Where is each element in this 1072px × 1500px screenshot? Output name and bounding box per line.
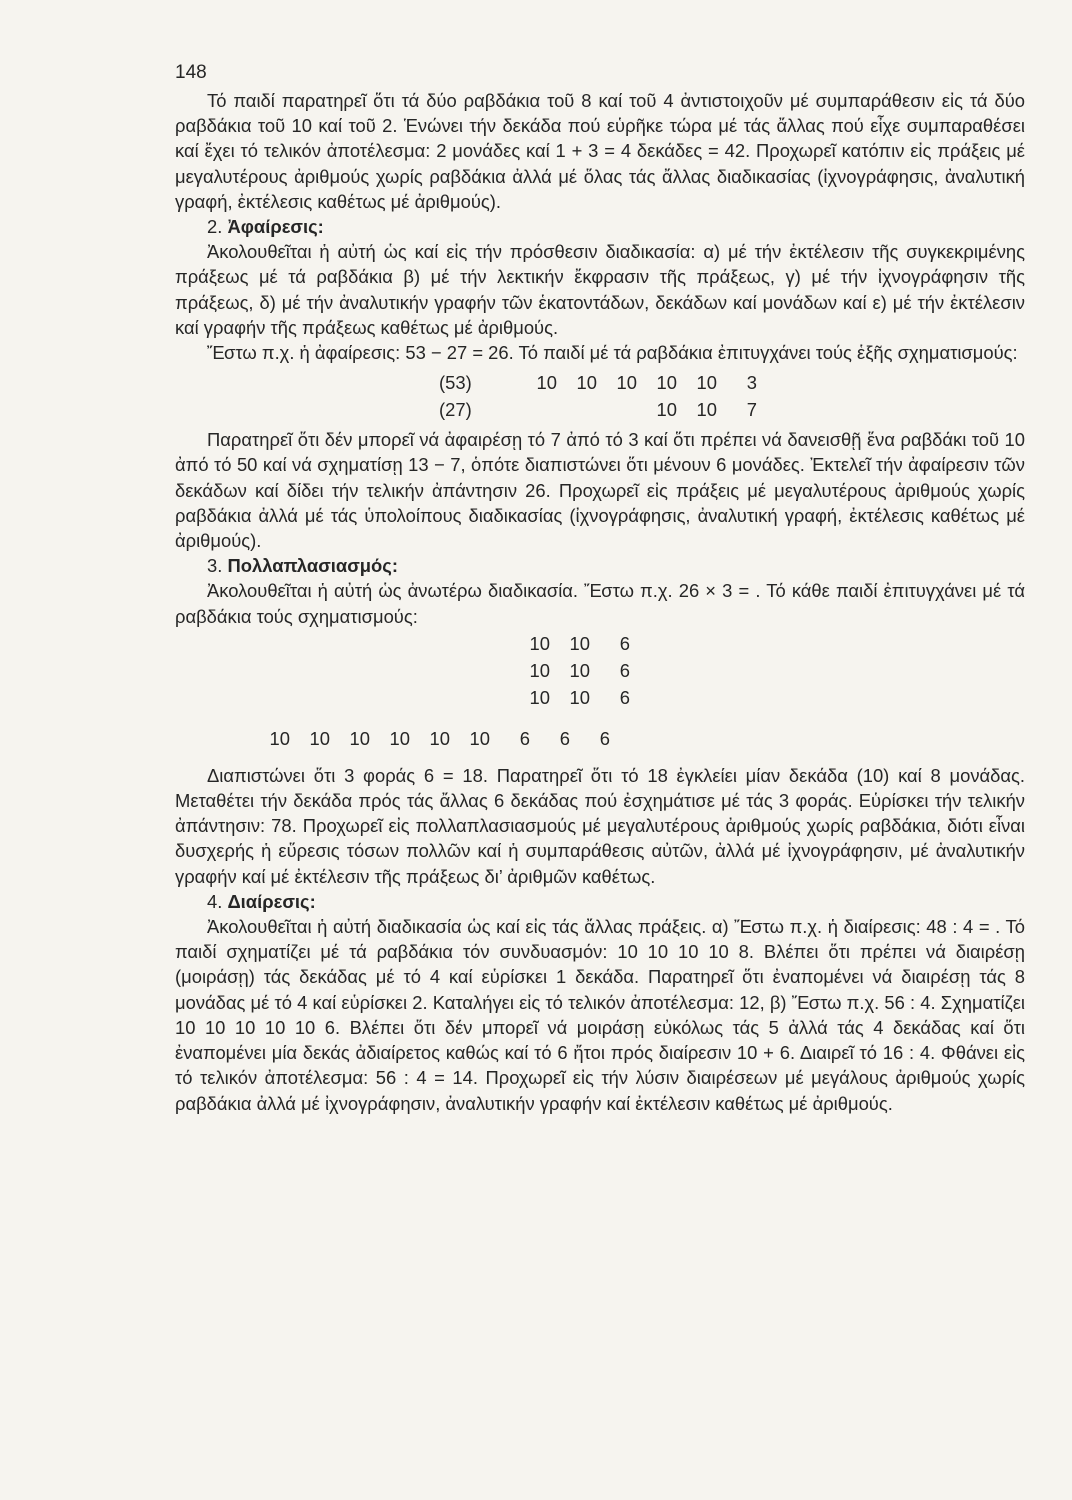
stick-value: 10 [529, 687, 550, 709]
page [175, 62, 1025, 1116]
multiplication-rows [510, 631, 630, 712]
row-label: (53) [439, 371, 472, 393]
subtraction-row [439, 369, 757, 396]
stick-value: 10 [569, 633, 590, 655]
section-number: 4. [207, 890, 223, 912]
page-number: 148 [175, 62, 207, 83]
stick-value: 10 [529, 660, 550, 682]
stick-value: 10 [469, 728, 490, 750]
stick-value: 10 [696, 371, 717, 393]
multiplication-row [510, 631, 630, 658]
stick-value: 10 [389, 728, 410, 750]
stick-value: 6 [559, 728, 570, 750]
section-number: 3. [207, 555, 223, 577]
paragraph-subtraction-explanation: Παρατηρεῖ ὅτι δέν μπορεῖ νά ἀφαιρέσῃ τό 7 ἀπό τό 3 καί ὅτι πρέπει νά δανεισθῇ ἕνα ραβδάκι τοῦ 10 ἀπό τό 50 καί νά σχηματίσῃ 13 − 7, ὁπότε διαπιστώνει ὅτι μένουν 6 μονάδες. Ἐκτελεῖ τήν ἀφαίρεσιν τῶν δεκάδων καί δίδει τήν τελικήν ἀπάντησιν 26. Προχωρεῖ εἰς πράξεις μέ μεγαλυτέρους ἀριθμούς χωρίς ραβδάκια ἀλλά μέ τάς ὑπολοίπους διαδικασίας (ἰχνογράφησις, ἀναλυτική γραφή, ἐκτέλεσις καθέτως μέ ἀριθμούς). [175, 429, 1025, 552]
paragraph-multiplication-explanation: Διαπιστώνει ὅτι 3 φοράς 6 = 18. Παρατηρεῖ ὅτι τό 18 ἐγκλείει μίαν δεκάδα (10) καί 8 μονάδας. Μεταθέτει τήν δεκάδα πρός τάς ἄλλας 6 δεκάδας πού ἐσχημάτισε μέ τάς 3 φοράς. Εὑρίσκει τήν τελικήν ἀπάντησιν: 78. Προχωρεῖ εἰς πολλαπλασιασμούς μέ μεγαλυτέρους ἀριθμούς χωρίς ραβδάκια, διότι εἶναι δυσχερής ἡ εὕρεσις τόσων πολλῶν καί ἡ συμπαράθεσις αὐτῶν, ἀλλά μέ ἰχνογράφησιν, μέ ἀναλυτικήν γραφήν καί μέ ἐκτέλεσιν τῆς πράξεως δι’ ἀριθμῶν καθέτως. [175, 764, 1025, 887]
stick-value: 6 [619, 633, 630, 655]
stick-value [557, 396, 597, 423]
stick-value [517, 396, 557, 423]
stick-value: 10 [269, 728, 290, 750]
row-label: (27) [439, 398, 472, 420]
paragraph-multiplication-example: Ἀκολουθεῖται ἡ αὐτή ὡς ἀνωτέρω διαδικασία. Ἔστω π.χ. 26 × 3 = . Τό κάθε παιδί ἐπιτυγχάνει μέ τά ραβδάκια τούς σχηματισμούς: [175, 580, 1025, 627]
stick-value: 10 [569, 660, 590, 682]
stick-value: 6 [599, 728, 610, 750]
stick-value [597, 396, 637, 423]
subtraction-row [439, 396, 757, 423]
stick-value: 10 [696, 398, 717, 420]
stick-value: 10 [529, 633, 550, 655]
multiplication-sum-row [250, 726, 610, 753]
stick-value: 7 [746, 398, 757, 420]
paragraph-subtraction-procedure: Ἀκολουθεῖται ἡ αὐτή ὡς καί εἰς τήν πρόσθεσιν διαδικασία: α) μέ τήν ἐκτέλεσιν τῆς συγκεκριμένης πράξεως μέ τά ραβδάκια β) μέ τήν λεκτικήν ἔκφρασιν τῆς πράξεως, γ) μέ τήν ἰχνογράφησιν τῆς πράξεως, δ) μέ τήν ἀναλυτικήν γραφήν τῶν ἑκατοντάδων, δεκάδων καί μονάδων καί ε) μέ τήν ἐκτέλεσιν καί γραφήν τῆς πράξεως καθέτως μέ ἀριθμούς. [175, 241, 1025, 338]
subtraction-layout [439, 369, 757, 423]
stick-value: 10 [349, 728, 370, 750]
multiplication-combined-row [250, 726, 610, 753]
section-title: Διαίρεσις: [227, 890, 316, 912]
stick-value: 6 [519, 728, 530, 750]
section-number: 2. [207, 216, 223, 238]
stick-value: 6 [619, 687, 630, 709]
section-heading-multiplication [175, 553, 1025, 578]
multiplication-row [510, 685, 630, 712]
stick-value: 10 [309, 728, 330, 750]
stick-value: 6 [619, 660, 630, 682]
paragraph-division-procedure: Ἀκολουθεῖται ἡ αὐτή διαδικασία ὡς καί εἰς τάς ἄλλας πράξεις. α) Ἔστω π.χ. ἡ διαίρεσις: 48 : 4 = . Τό παιδί σχηματίζει μέ τά ραβδάκια τόν συνδυασμόν: 10 10 10 10 8. Βλέπει ὅτι πρέπει νά διαιρέσῃ (μοιράσῃ) τάς δεκάδας μέ τό 4 καί εὑρίσκει 1 δεκάδα. Παρατηρεῖ ὅτι ἐναπομένει νά διαιρέσῃ τάς 8 μονάδας μέ τό 4 καί εὑρίσκει 2. Καταλήγει εἰς τό τελικόν ἀποτέλεσμα: 12, β) Ἔστω π.χ. 56 : 4. Σχηματίζει 10 10 10 10 10 6. Βλέπει ὅτι δέν μπορεῖ νά μοιράσῃ εὐκόλως τάς 5 ἀλλά τάς 4 δεκάδας καί ὅτι ἐναπομένει μία δεκάς ἀδιαίρετος καθώς καί τό 6 ἤτοι πρός διαίρεσιν 10 + 6. Διαιρεῖ τό 16 : 4. Φθάνει εἰς τό τελικόν ἀποτέλεσμα: 56 : 4 = 14. Προχωρεῖ εἰς τήν λύσιν διαιρέσεων μέ μεγάλους ἀριθμούς χωρίς ραβδάκια ἀλλά μέ ἰχνογράφησιν, ἀναλυτικήν γραφήν καί ἐκτέλεσιν καθέτως μέ ἀριθμούς. [175, 916, 1025, 1114]
section-heading-subtraction [175, 214, 1025, 239]
stick-value: 10 [569, 687, 590, 709]
multiplication-row [510, 658, 630, 685]
stick-value: 10 [536, 371, 557, 393]
stick-value: 10 [656, 398, 677, 420]
section-heading-division [175, 889, 1025, 914]
multiplication-layout [175, 631, 1025, 753]
stick-value: 10 [616, 371, 637, 393]
paragraph-addition-conclusion: Τό παιδί παρατηρεῖ ὅτι τά δύο ραβδάκια τοῦ 8 καί τοῦ 4 ἀντιστοιχοῦν μέ συμπαράθεσιν εἰς τά δύο ραβδάκια τοῦ 10 καί τοῦ 2. Ἑνώνει τήν δεκάδα πού εὑρῆκε τώρα μέ τάς ἄλλας πού εἶχε συμπαραθέσει καί ἔχει τό τελικόν ἀποτέλεσμα: 2 μονάδες καί 1 + 3 = 4 δεκάδες = 42. Προχωρεῖ κατόπιν εἰς πράξεις μέ μεγαλυτέρους ἀριθμούς χωρίς ραβδάκια ἀλλά μέ ὅλας τάς ἄλλας διαδικασίας (ἰχνογράφησις, ἀναλυτική γραφή, ἐκτέλεσις καθέτως μέ ἀριθμούς). [175, 90, 1025, 212]
stick-value: 10 [576, 371, 597, 393]
stick-value: 3 [746, 371, 757, 393]
stick-value: 10 [429, 728, 450, 750]
section-title: Ἀφαίρεσις: [227, 216, 324, 238]
section-title: Πολλαπλασιασμός: [227, 555, 398, 577]
stick-value: 10 [656, 371, 677, 393]
paragraph-subtraction-example: Ἔστω π.χ. ἡ ἀφαίρεσις: 53 − 27 = 26. Τό παιδί μέ τά ραβδάκια ἐπιτυγχάνει τούς ἑξῆς σχηματισμούς: [207, 342, 1018, 364]
